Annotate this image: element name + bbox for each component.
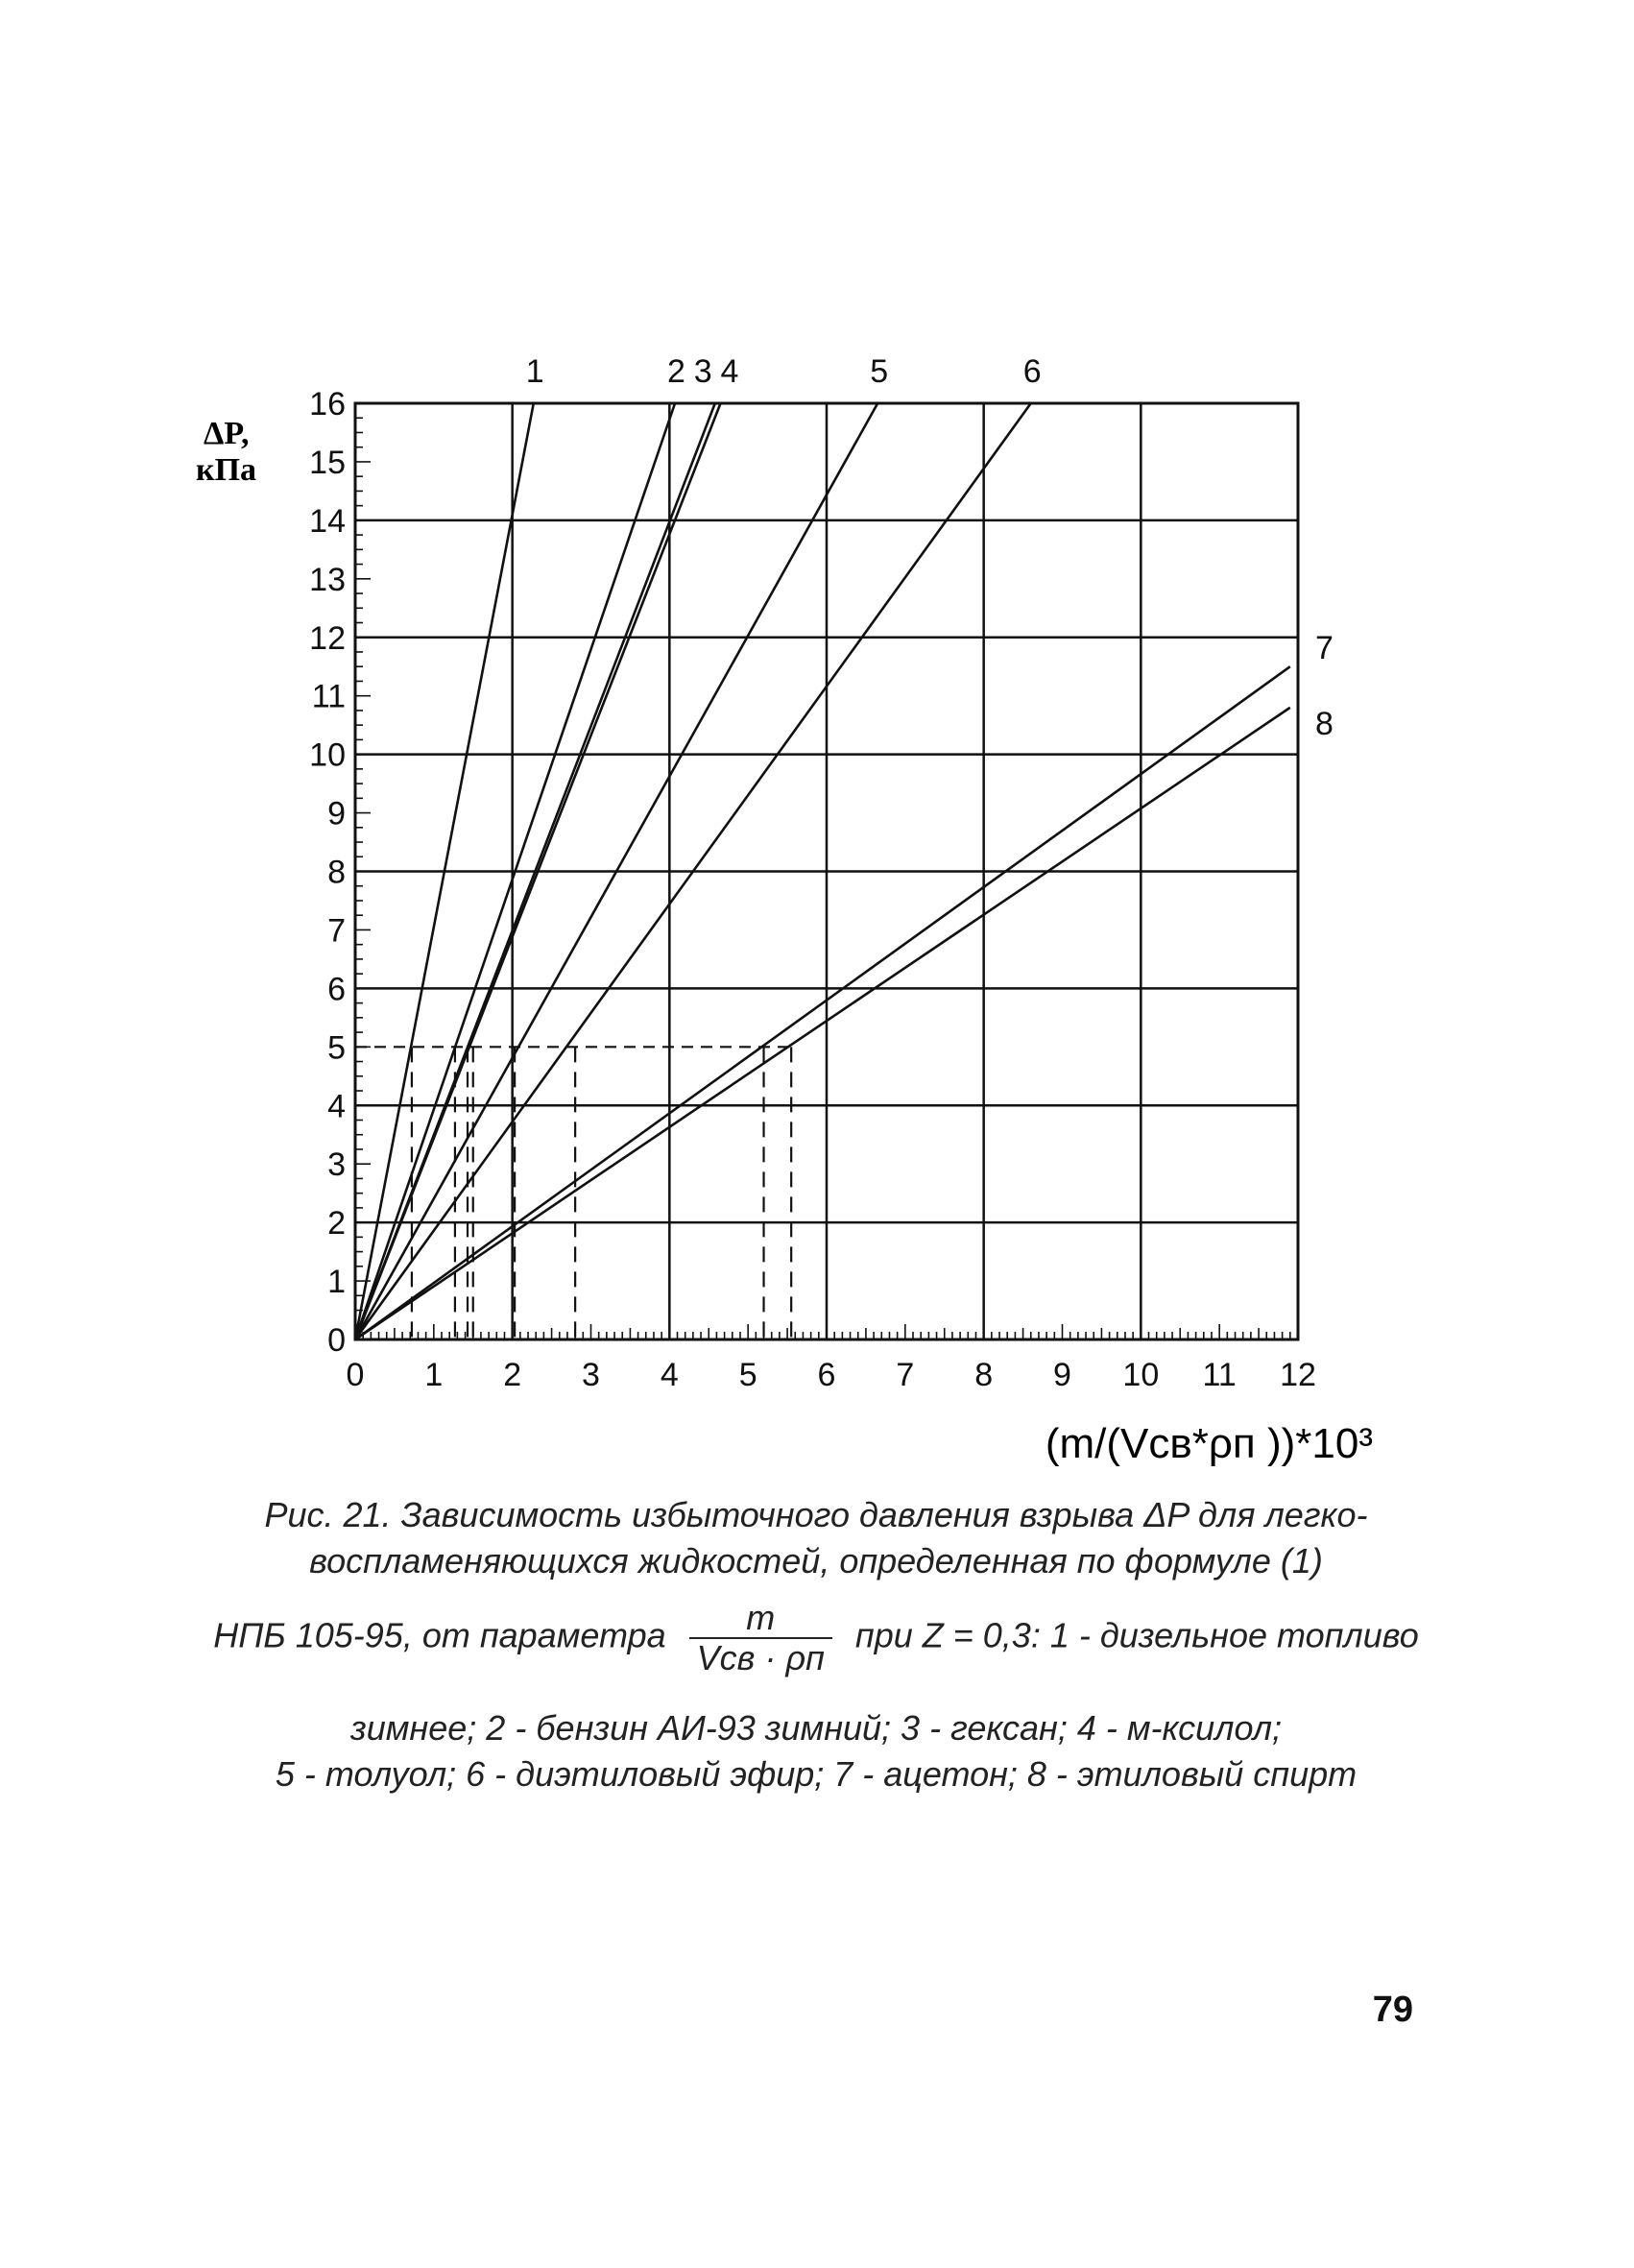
- series-label-6: 6: [1022, 353, 1042, 390]
- caption-line-4: зимнее; 2 - бензин АИ-93 зимний; 3 - гексан; 4 - м-ксилол;: [350, 1708, 1282, 1748]
- caption-line-3-start: НПБ 105-95, от параметра: [213, 1615, 666, 1655]
- fraction-numerator: m: [689, 1599, 832, 1639]
- x-tick-label: 2: [503, 1357, 522, 1393]
- caption-line-1: Рис. 21. Зависимость избыточного давления взрыва ΔP для легко-: [264, 1495, 1368, 1534]
- y-tick-label: 13: [309, 561, 346, 598]
- y-tick-label: 3: [327, 1146, 346, 1184]
- caption-line-5: 5 - толуол; 6 - диэтиловый эфир; 7 - ацетон; 8 - этиловый спирт: [275, 1754, 1358, 1794]
- y-tick-label: 15: [309, 444, 346, 481]
- x-tick-label: 3: [582, 1357, 600, 1393]
- y-tick-label: 10: [309, 736, 346, 774]
- parameter-fraction: [689, 1599, 832, 1677]
- series-labels: [526, 353, 1334, 742]
- grid-lines: [355, 403, 1298, 1339]
- y-tick-label: 5: [327, 1029, 346, 1067]
- x-tick-label: 12: [1280, 1357, 1316, 1393]
- x-tick-label: 9: [1053, 1357, 1071, 1393]
- caption-line-2: воспламеняющихся жидкостей, определенная по формуле (1): [309, 1541, 1323, 1580]
- y-tick-label: 4: [327, 1088, 346, 1125]
- series-line-7: [355, 666, 1290, 1339]
- y-tick-label: 0: [327, 1322, 346, 1359]
- x-tick-label: 1: [424, 1357, 444, 1393]
- series-line-8: [355, 708, 1290, 1339]
- caption-line-3-end: при Z = 0,3: 1 - дизельное топливо: [854, 1615, 1419, 1655]
- y-tick-label: 14: [309, 502, 346, 540]
- x-tick-label: 0: [346, 1357, 365, 1393]
- x-tick-labels: [347, 1357, 1316, 1393]
- x-axis-label: (m/(Vсв*ρп ))*10³: [1045, 1420, 1373, 1467]
- y-axis-label-unit: кПа: [196, 452, 257, 488]
- y-axis-label-symbol: ΔP,: [204, 416, 250, 451]
- page-number: 79: [1372, 1990, 1413, 2030]
- y-tick-label: 8: [327, 854, 346, 891]
- x-tick-label: 4: [660, 1357, 679, 1393]
- series-label-1: 1: [525, 353, 544, 390]
- y-tick-label: 2: [327, 1205, 346, 1243]
- series-label-5: 5: [870, 353, 889, 390]
- y-tick-label: 6: [327, 971, 346, 1008]
- x-tick-label: 8: [974, 1357, 994, 1393]
- y-tick-label: 9: [327, 795, 346, 832]
- x-tick-label: 11: [1202, 1357, 1237, 1393]
- y-tick-label: 12: [309, 619, 346, 657]
- x-tick-label: 6: [817, 1357, 836, 1393]
- series-label-4: 4: [720, 353, 739, 390]
- y-tick-label: 16: [309, 386, 346, 422]
- fraction-denominator: Vсв · ρп: [696, 1638, 825, 1677]
- x-tick-label: 10: [1122, 1357, 1160, 1393]
- y-tick-label: 1: [327, 1264, 346, 1301]
- y-tick-label: 7: [327, 912, 346, 950]
- series-label-7: 7: [1315, 630, 1334, 667]
- x-tick-label: 7: [896, 1357, 915, 1393]
- y-tick-label: 11: [311, 678, 346, 715]
- x-tick-label: 5: [738, 1357, 757, 1393]
- series-label-8: 8: [1315, 705, 1334, 742]
- caption-line-3: [192, 1599, 1440, 1677]
- series-label-2: 2: [667, 353, 685, 390]
- y-tick-labels: [309, 386, 346, 1359]
- series-label-3: 3: [693, 353, 712, 390]
